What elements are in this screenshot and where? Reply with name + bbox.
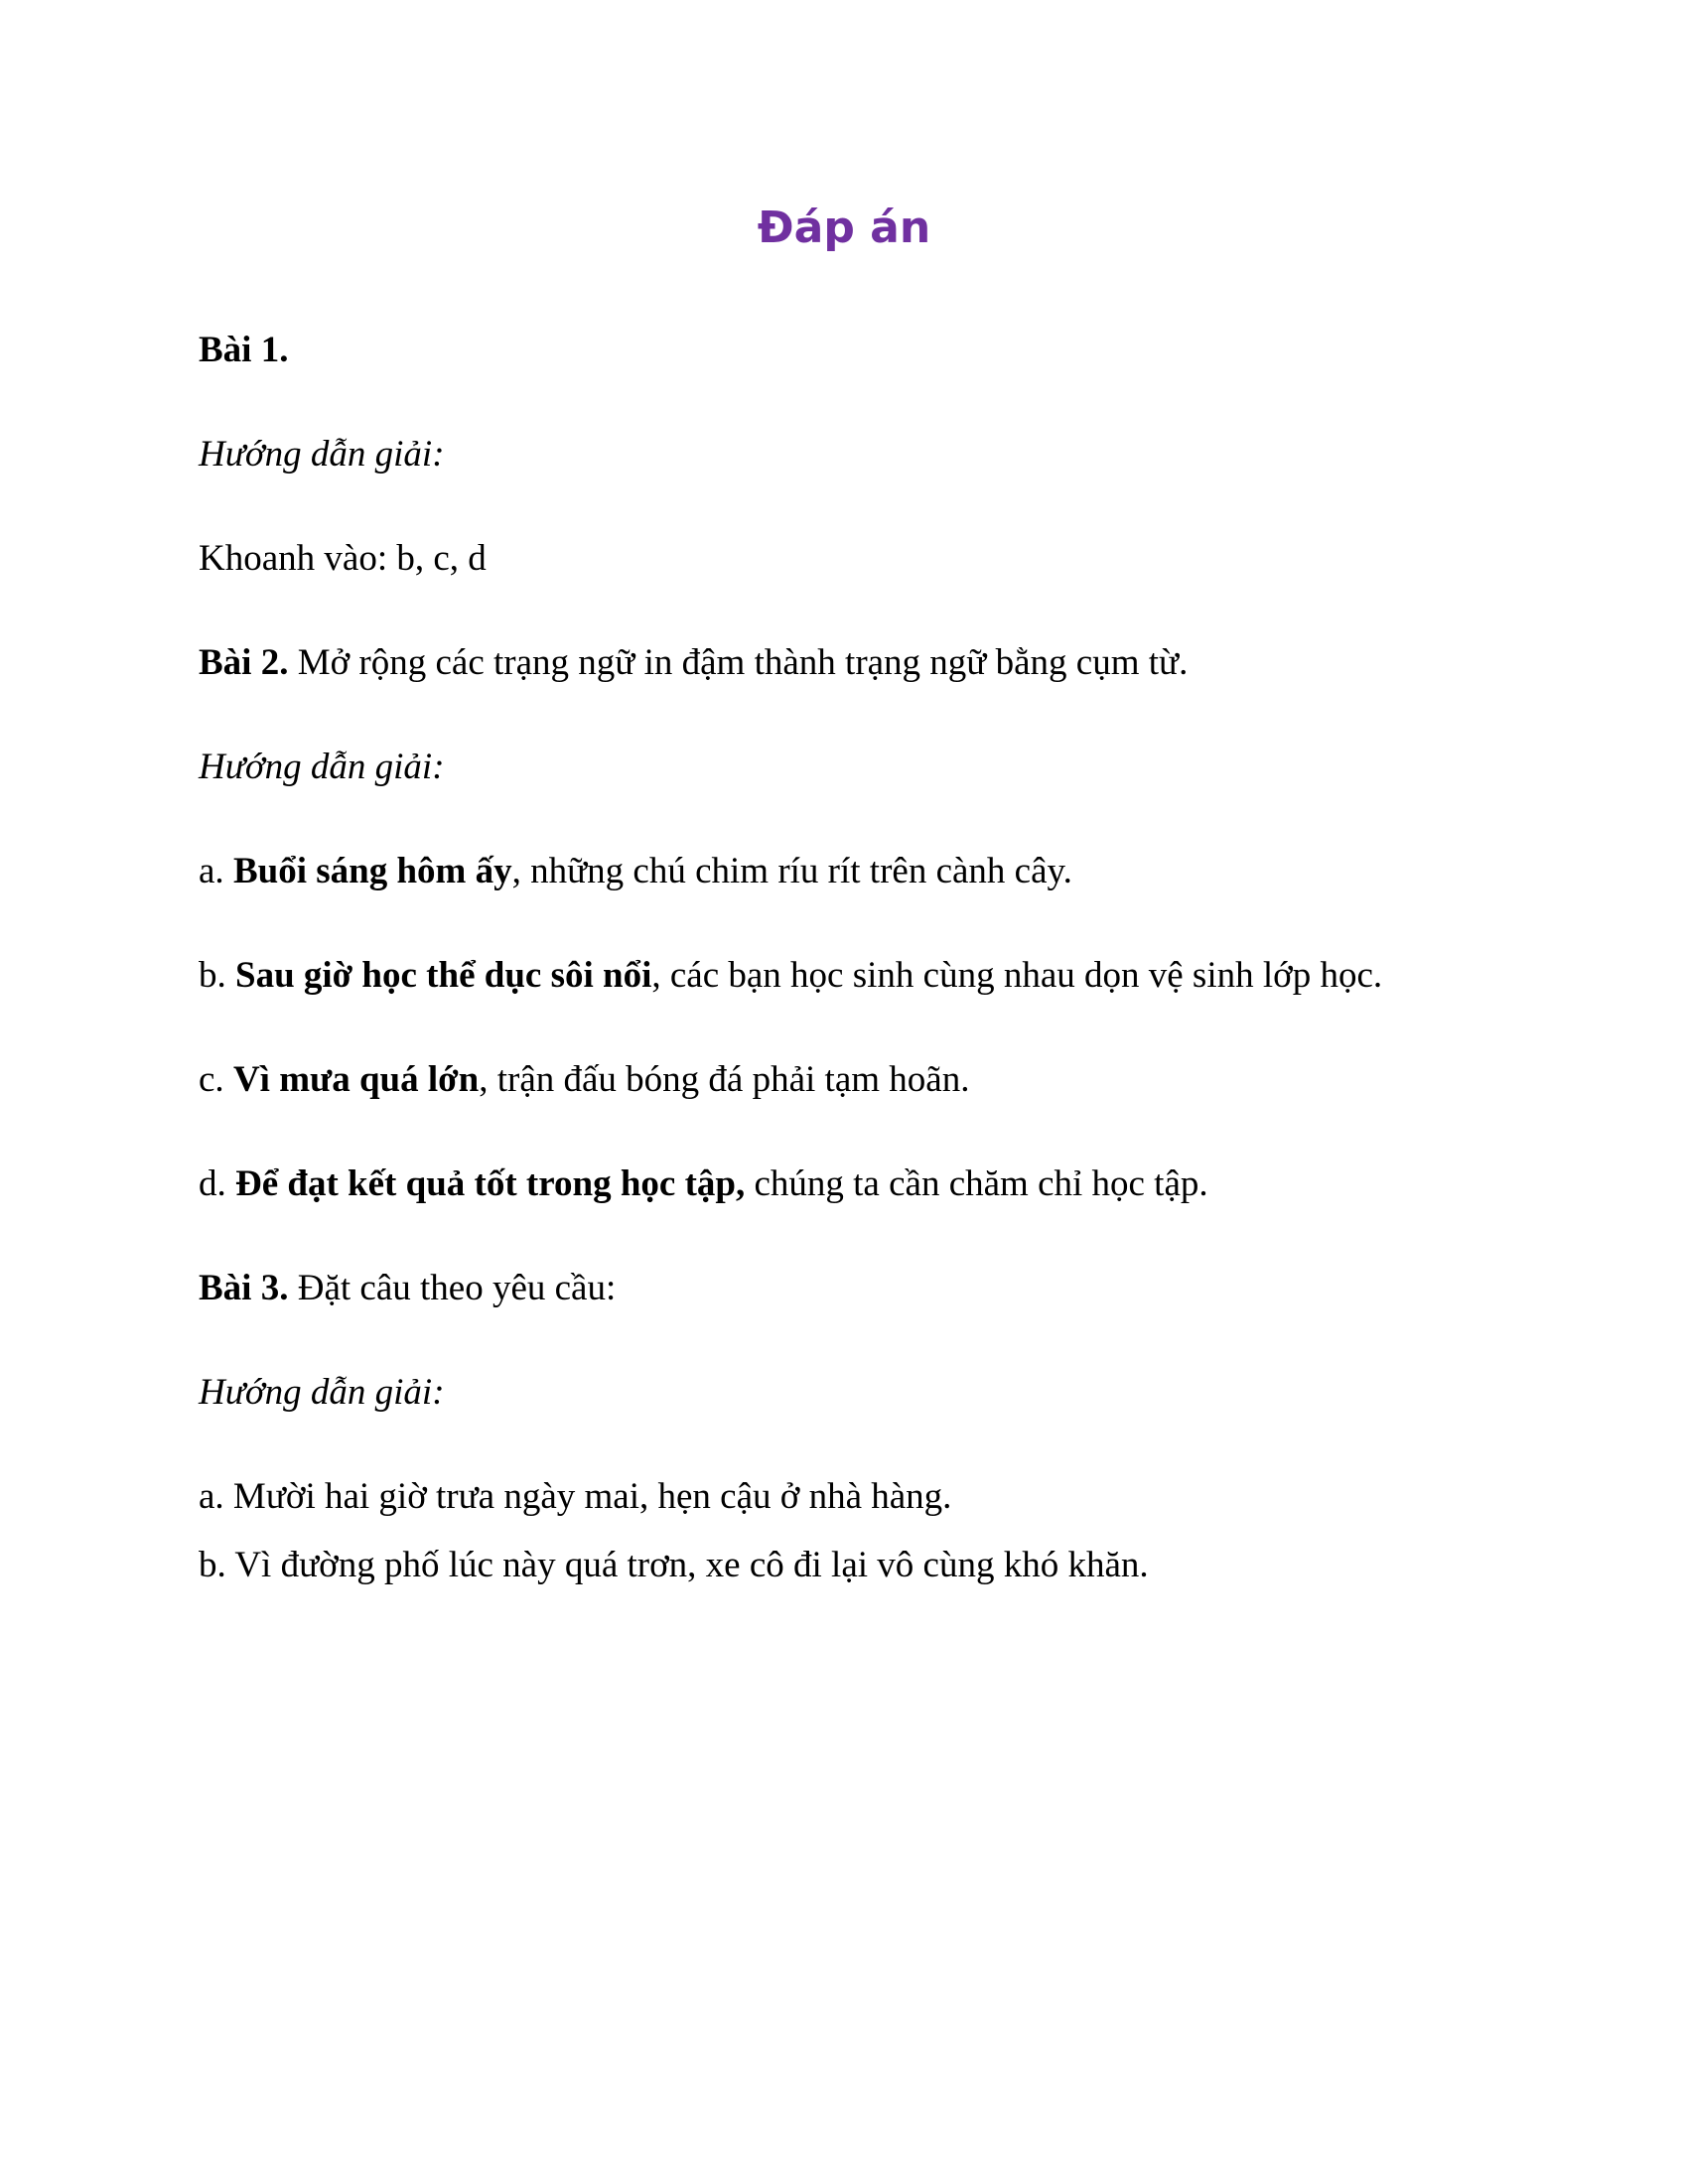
bai2-heading-line [199,638,1188,688]
bai2-item-prefix: b. [199,955,235,996]
bai3-guide: Hướng dẫn giải: [199,1372,445,1413]
bai3-item-a: a. Mười hai giờ trưa ngày mai, hẹn cậu ở nhà hàng. [199,1476,952,1517]
bai2-item-b [199,951,1382,1001]
bai3-heading: Bài 3. [199,1268,289,1308]
bai2-item-prefix: d. [199,1163,235,1204]
bai2-item-prefix: c. [199,1059,233,1100]
bai2-item-bold: Vì mưa quá lớn [232,1059,480,1100]
bai2-heading: Bài 2. [199,642,289,683]
bai2-item-bold: Sau giờ học thể dục sôi nổi [235,955,652,996]
page-title: Đáp án [757,203,931,253]
bai2-prompt: Mở rộng các trạng ngữ in đậm thành trạng ngữ bằng cụm từ. [288,642,1189,683]
bai3-heading-line [199,1264,616,1313]
bai2-item-bold: Buổi sáng hôm ấy [232,851,512,891]
bai2-item-rest: , trận đấu bóng đá phải tạm hoãn. [479,1059,970,1100]
bai2-item-rest: , các bạn học sinh cùng nhau dọn vệ sinh lớp học. [651,955,1383,996]
bai1-guide: Hướng dẫn giải: [199,434,445,475]
bai2-item-c [199,1055,969,1105]
bai3-prompt: Đặt câu theo yêu cầu: [288,1268,617,1308]
bai1-answer: Khoanh vào: b, c, d [199,538,487,579]
bai2-item-rest: , những chú chim ríu rít trên cành cây. [511,851,1072,891]
bai2-item-bold: Để đạt kết quả tốt trong học tập, [235,1163,746,1204]
bai2-item-prefix: a. [199,851,233,891]
bai2-guide: Hướng dẫn giải: [199,747,445,787]
bai2-item-d [199,1160,1208,1209]
bai2-item-rest: chúng ta cần chăm chỉ học tập. [745,1163,1208,1204]
bai3-item-b: b. Vì đường phố lúc này quá trơn, xe cô đi lại vô cùng khó khăn. [199,1545,1149,1585]
bai2-item-a [199,847,1072,896]
bai1-heading: Bài 1. [199,330,289,370]
